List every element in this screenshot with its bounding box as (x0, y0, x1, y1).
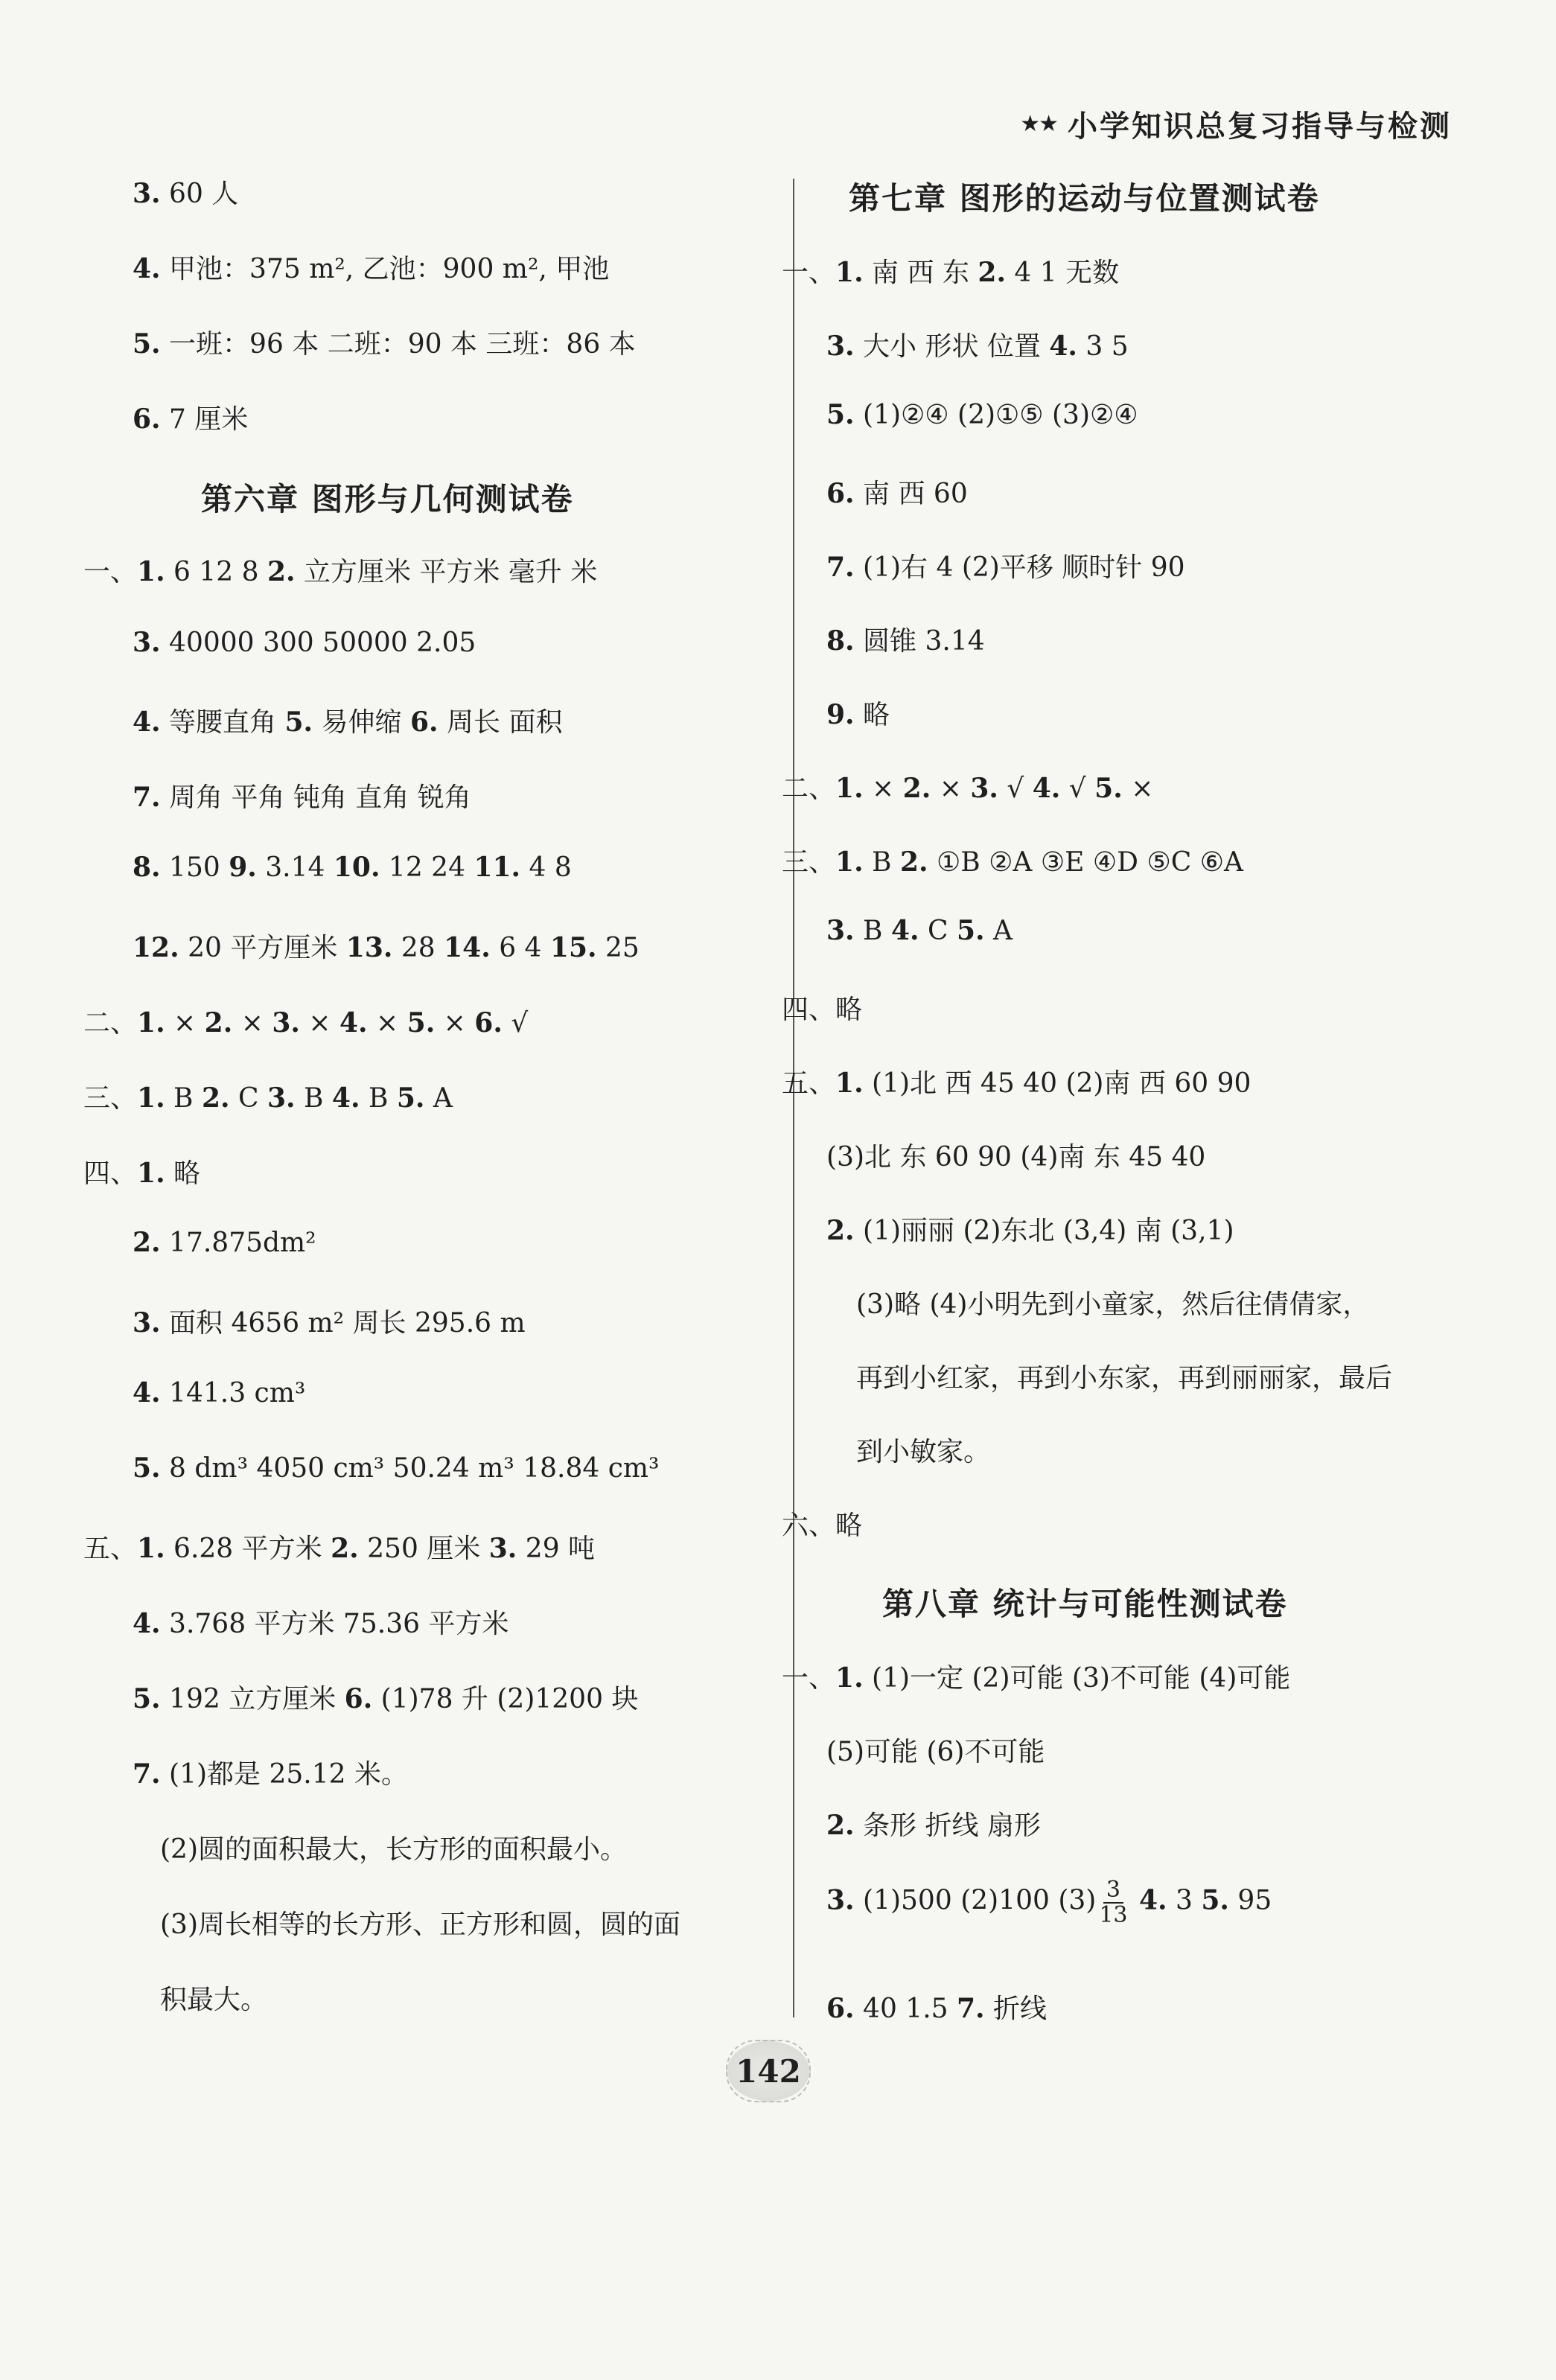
answer-line: 4. 甲池：375 m², 乙池：900 m², 甲池 (133, 253, 610, 284)
answer-line: 5. 8 dm³ 4050 cm³ 50.24 m³ 18.84 cm³ (133, 1452, 660, 1484)
answer-line: 5. 192 立方厘米 6. (1)78 升 (2)1200 块 (133, 1683, 639, 1714)
answer-line: 3. B 4. C 5. A (826, 915, 1013, 946)
answer-line: 2. (1)丽丽 (2)东北 (3,4) 南 (3,1) (826, 1215, 1234, 1246)
answer-line: 三、1. B 2. C 3. B 4. B 5. A (83, 1082, 453, 1114)
answer-line: 再到小红家，再到小东家，再到丽丽家，最后 (856, 1363, 1393, 1394)
answer-line: 3. 40000 300 50000 2.05 (133, 627, 476, 658)
answer-line: 6. 南 西 60 (826, 478, 968, 509)
chapter-8-title: 第八章 统计与可能性测试卷 (882, 1586, 1288, 1622)
stars-icon: ★★ (1020, 111, 1057, 137)
answer-line: 5. 一班：96 本 二班：90 本 三班：86 本 (133, 328, 636, 360)
answer-line: 12. 20 平方厘米 13. 28 14. 6 4 15. 25 (133, 932, 640, 963)
answer-line: 7. 周角 平角 钝角 直角 锐角 (133, 782, 471, 813)
answer-line: 五、1. 6.28 平方米 2. 250 厘米 3. 29 吨 (83, 1533, 596, 1564)
answer-line: 5. (1)②④ (2)①⑤ (3)②④ (826, 399, 1138, 430)
answer-line: 二、1. × 2. × 3. √ 4. √ 5. × (782, 773, 1154, 804)
answer-line: 三、1. B 2. ①B ②A ③E ④D ⑤C ⑥A (782, 846, 1243, 878)
page-header (1020, 103, 1452, 145)
answer-line: 一、1. 南 西 东 2. 4 1 无数 (782, 257, 1120, 288)
answer-line: (5)可能 (6)不可能 (826, 1737, 1045, 1767)
answer-line: 4. 141.3 cm³ (133, 1377, 306, 1408)
answer-line: 6. 40 1.5 7. 折线 (826, 1993, 1048, 2024)
answer-line: 六、略 (782, 1510, 863, 1541)
answer-line: 7. (1)都是 25.12 米。 (133, 1758, 408, 1790)
page-number: 142 (726, 2040, 811, 2102)
fraction: $\frac{3}{13}$ (1099, 1877, 1128, 1928)
answer-line: 到小敏家。 (856, 1437, 991, 1467)
answer-line: 7. (1)右 4 (2)平移 顺时针 90 (826, 552, 1185, 583)
answer-line: (3)周长相等的长方形、正方形和圆，圆的面 (160, 1910, 680, 1940)
chapter-6-title: 第六章 图形与几何测试卷 (201, 481, 574, 517)
answer-line: 2. 条形 折线 扇形 (826, 1810, 1041, 1841)
answer-line: 3. (1)500 (2)100 (3) $\frac{3}{13}$ 4. 3 5. 95 (826, 1877, 1272, 1928)
answer-line: 8. 圆锥 3.14 (826, 625, 985, 657)
answer-line: (3)北 东 60 90 (4)南 东 45 40 (826, 1142, 1206, 1173)
chapter-7-title: 第七章 图形的运动与位置测试卷 (849, 180, 1320, 217)
answer-line: 一、1. 6 12 8 2. 立方厘米 平方米 毫升 米 (83, 556, 598, 587)
answer-line: 2. 17.875dm² (133, 1227, 316, 1258)
answer-line: 四、1. 略 (83, 1158, 201, 1189)
answer-line: 四、略 (782, 995, 863, 1025)
answer-line: 3. 大小 形状 位置 4. 3 5 (826, 331, 1129, 362)
answer-line: 五、1. (1)北 西 45 40 (2)南 西 60 90 (782, 1068, 1252, 1099)
answer-line: 3. 60 人 (133, 178, 239, 209)
answer-line: 6. 7 厘米 (133, 403, 249, 435)
answer-line: 积最大。 (160, 1985, 268, 2015)
answer-line: 8. 150 9. 3.14 10. 12 24 11. 4 8 (133, 852, 572, 883)
answer-line: 3. 面积 4656 m² 周长 295.6 m (133, 1307, 526, 1339)
book-title: 小学知识总复习指导与检测 (1068, 109, 1452, 144)
answer-line: 一、1. (1)一定 (2)可能 (3)不可能 (4)可能 (782, 1662, 1291, 1694)
answer-line: 4. 等腰直角 5. 易伸缩 6. 周长 面积 (133, 706, 563, 738)
answer-line: 9. 略 (826, 699, 890, 730)
answer-line: 4. 3.768 平方米 75.36 平方米 (133, 1608, 509, 1639)
answer-line: (3)略 (4)小明先到小童家，然后往倩倩家， (856, 1289, 1370, 1320)
answer-line: (2)圆的面积最大，长方形的面积最小。 (160, 1834, 627, 1865)
answer-line: 二、1. × 2. × 3. × 4. × 5. × 6. √ (83, 1007, 529, 1039)
